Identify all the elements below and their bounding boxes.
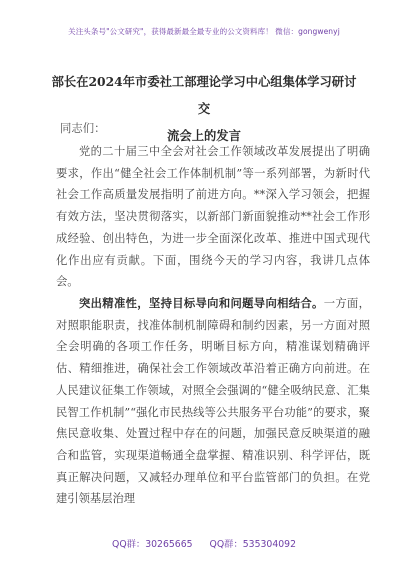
salutation: 同志们：	[60, 121, 106, 135]
paragraph-section-1-heading: 突出精准性，坚持目标导向和问题导向相结合。	[79, 296, 324, 310]
document-title-line-1: 部长在2024年市委社工部理论学习中心组集体学习研讨交	[51, 74, 357, 116]
footer-qq-groups	[0, 536, 408, 550]
document-title-line-2: 流会上的发言	[167, 128, 241, 143]
paragraph-section-1-body: 一方面，对照职能职责，找准体制机制障碍和制约因素，另一方面对照全会明确的各项工作任务，明晰目标方向，精准谋划精确评估、精细推进，确保社会工作领域改革沿着正确方向前进。在人民建议征集工作领域，对照全会强调的“健全吸纳民意、汇集民智工作机制”“强化市民热线等公共服务平台功能”的要求，聚焦民意收集、处置过程中存在的问题，加强民意反映渠道的融合和监管，实现渠道畅通全盘掌握、精准识别、科学评估，既真正解决问题，又减轻办理单位和平台监管部门的负担。在党建引领基层治理	[56, 297, 370, 506]
document-title	[48, 68, 360, 149]
header-banner: 关注头条号"公文研究"，获得最新最全最专业的公文资料库！ 微信：gongwenyj	[68, 27, 340, 36]
paragraph-section-1	[56, 293, 370, 510]
footer-qq-group-1: QQ群：30265665	[112, 539, 193, 550]
footer-qq-group-2: QQ群：535304092	[209, 539, 296, 550]
paragraph-intro: 党的二十届三中全会对社会工作领域改革发展提出了明确要求，作出“健全社会工作体制机制”等一系列部署，为新时代社会工作高质量发展指明了前进方向。**深入学习领会，把握有效方法，坚决贯彻落实，以新部门新面貌推动**社会工作形成经验、创出特色，为进一步全面深化改革、推进中国式现代化作出应有贡献。下面，围绕今天的学习内容，我讲几点体会。	[56, 145, 370, 289]
